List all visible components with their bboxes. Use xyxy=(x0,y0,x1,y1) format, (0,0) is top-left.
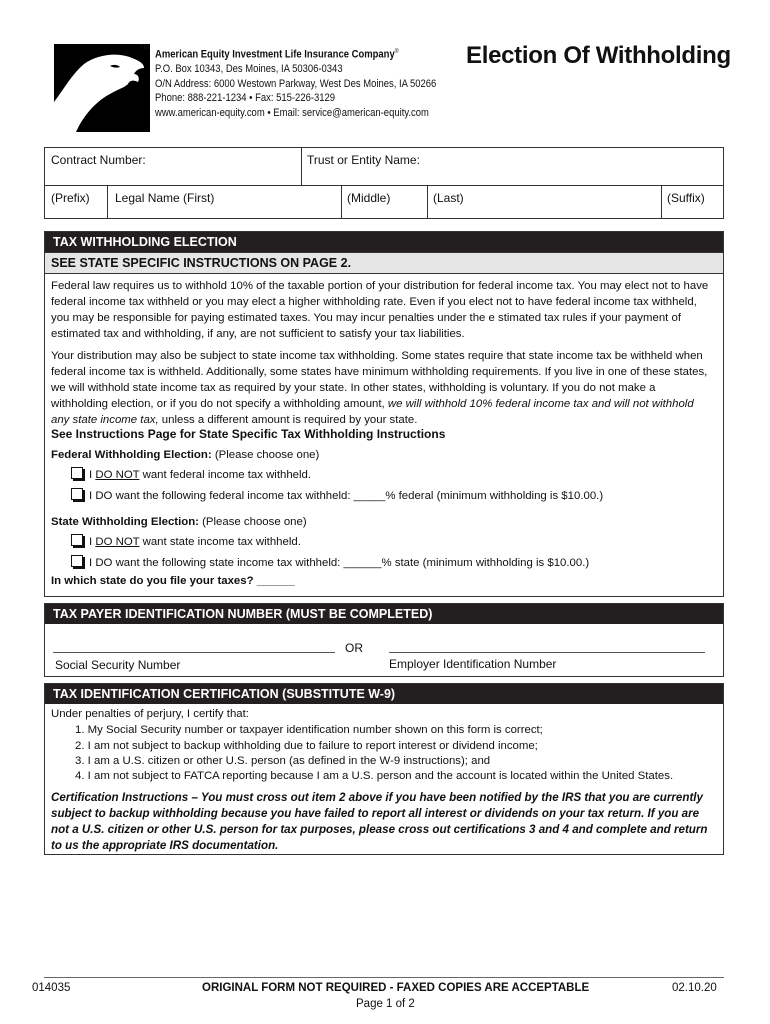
state-withholding-paragraph xyxy=(51,348,715,428)
certification-section xyxy=(44,683,724,855)
po-box: P.O. Box 10343, Des Moines, IA 50306-0343 xyxy=(155,63,343,76)
cert-item-4: 4. I am not subject to FATCA reporting because I am a U.S. person and the account is located within the United States. xyxy=(75,770,674,782)
tin-section xyxy=(44,603,724,677)
middle-name-field[interactable]: (Middle) xyxy=(347,191,391,205)
cert-item-2: 2. I am not subject to backup withholding due to failure to report interest or dividend income; xyxy=(75,740,538,752)
ssn-label: Social Security Number xyxy=(55,658,181,672)
federal-opt-out-option[interactable]: I DO NOT want federal income tax withheld. xyxy=(71,467,311,481)
federal-opt-out-checkbox[interactable] xyxy=(71,467,83,479)
federal-opt-in-checkbox[interactable] xyxy=(71,488,83,500)
cert-item-1: 1. My Social Security number or taxpayer identification number shown on this form is correct; xyxy=(75,724,543,736)
suffix-field[interactable]: (Suffix) xyxy=(667,191,705,205)
certification-intro: Under penalties of perjury, I certify that: xyxy=(51,708,249,720)
certification-heading: TAX IDENTIFICATION CERTIFICATION (SUBSTITUTE W-9) xyxy=(45,684,723,704)
footer-divider xyxy=(44,977,724,978)
first-name-field[interactable]: Legal Name (First) xyxy=(115,191,215,205)
company-logo xyxy=(54,44,150,132)
phone-fax: Phone: 888-221-1234 • Fax: 515-226-3129 xyxy=(155,92,336,105)
withholding-section xyxy=(44,231,724,597)
state-instructions-link: See Instructions Page for State Specific Tax Withholding Instructions xyxy=(51,427,446,441)
ein-label: Employer Identification Number xyxy=(389,657,557,671)
company-address-block xyxy=(155,45,436,120)
form-number: 014035 xyxy=(32,982,71,994)
state-question[interactable]: In which state do you file your taxes? ______ xyxy=(51,575,295,587)
state-instructions-heading: SEE STATE SPECIFIC INSTRUCTIONS ON PAGE 2. xyxy=(45,252,723,274)
trademark-mark: TM xyxy=(139,44,150,51)
ssn-line[interactable] xyxy=(53,652,335,653)
fax-notice: ORIGINAL FORM NOT REQUIRED - FAXED COPIES ARE ACCEPTABLE xyxy=(202,982,590,994)
revision-date: 02.10.20 xyxy=(672,982,717,994)
cert-item-3: 3. I am a U.S. citizen or other U.S. person (as defined in the W-9 instructions); and xyxy=(75,755,491,767)
overnight-address: O/N Address: 6000 Westown Parkway, West Des Moines, IA 50266 xyxy=(155,77,437,90)
ein-line[interactable] xyxy=(389,652,705,653)
federal-election-label: Federal Withholding Election: (Please choose one) xyxy=(51,449,320,461)
tin-heading: TAX PAYER IDENTIFICATION NUMBER (MUST BE COMPLETED) xyxy=(45,604,723,624)
state-election-label: State Withholding Election: (Please choose one) xyxy=(51,516,307,528)
federal-opt-in-option[interactable]: I DO want the following federal income tax withheld: _____% federal (minimum withholding is $10.00.) xyxy=(71,488,603,502)
web-email: www.american-equity.com • Email: service@american-equity.com xyxy=(155,106,429,119)
certification-instructions: Certification Instructions – You must cross out item 2 above if you have been notified by the IRS that you are currently subject to backup withholding because you have failed to report all interest or dividends on your tax return. If you are not a U.S. citizen or other U.S. person for tax purposes, please cross out certifications 3 and 4 and complete and return to us the appropriate IRS documentation. xyxy=(51,791,708,852)
registered-mark: ® xyxy=(394,49,399,55)
state-opt-out-checkbox[interactable] xyxy=(71,534,83,546)
p2-italic: we will withhold 10% federal income tax and will not withhold any state income tax, xyxy=(51,398,694,426)
federal-law-paragraph: Federal law requires us to withhold 10% of the taxable portion of your distribution for federal income tax. You may elect not to have federal income tax withheld or you may elect a higher withholding rate. Even if you elect not to have federal income tax withheld, you may be responsible for paying estimated taxes. You may incur penalties under the e stimated tax rules if your payment of estimated tax and withholding, if any, are not sufficient to satisfy your tax liabilities. xyxy=(51,280,709,340)
state-opt-out-option[interactable]: I DO NOT want state income tax withheld. xyxy=(71,534,301,548)
withholding-heading: TAX WITHHOLDING ELECTION xyxy=(45,232,723,252)
p2-end: unless a different amount is required by your state. xyxy=(158,414,418,426)
form-title: Election Of Withholding xyxy=(466,42,731,69)
page-number: Page 1 of 2 xyxy=(356,998,415,1010)
contract-number-field[interactable]: Contract Number: xyxy=(51,153,146,167)
company-name: American Equity Investment Life Insurance Company xyxy=(155,48,395,61)
tin-or: OR xyxy=(345,641,363,655)
last-name-field[interactable]: (Last) xyxy=(433,191,464,205)
owner-info-box xyxy=(44,147,724,219)
state-opt-in-option[interactable]: I DO want the following state income tax withheld: ______% state (minimum withholding is $10.00.) xyxy=(71,555,589,569)
eagle-icon xyxy=(54,44,150,132)
trust-name-field[interactable]: Trust or Entity Name: xyxy=(307,153,420,167)
state-opt-in-checkbox[interactable] xyxy=(71,555,83,567)
p2-start: Your distribution may also be subject to state income tax withholding. Some states require that state income tax be withheld when federal income tax is withheld. Additionally, some states have minimum withholding requirements. If you live in one of these states, we will withhold state income tax as required by your state. In other states, withholding is voluntary. If you do not make a withholding election, or if you do not specify a withholding amount, xyxy=(51,350,708,410)
prefix-field[interactable]: (Prefix) xyxy=(51,191,90,205)
